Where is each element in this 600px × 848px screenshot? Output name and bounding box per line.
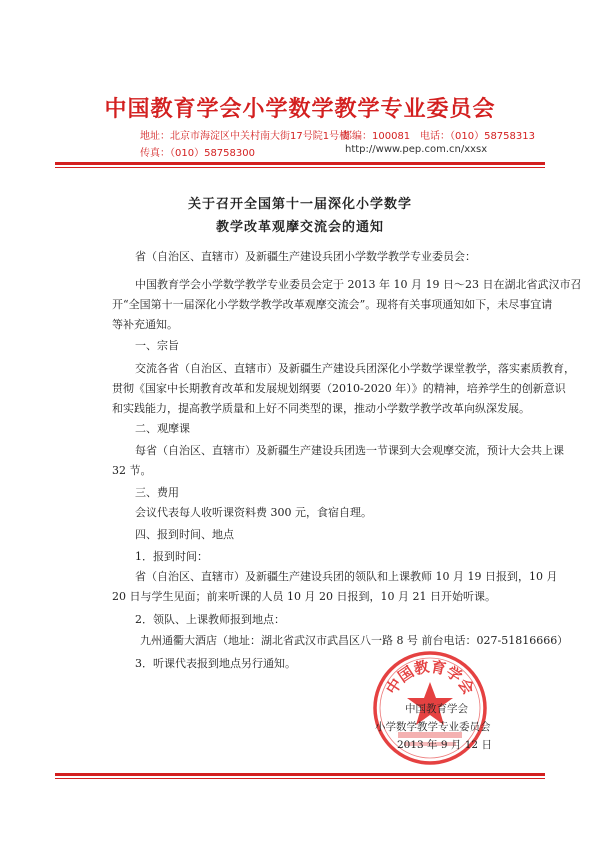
section-3-heading: 三、费用 — [135, 486, 179, 499]
letterhead-rule-thin — [55, 167, 545, 168]
section-1-heading: 一、宗旨 — [135, 339, 179, 352]
intro-line: 等补充通知。 — [112, 318, 178, 331]
signature-date: 2013 年 9 月 12 日 — [397, 739, 492, 751]
letterhead-rule-thick — [55, 162, 545, 165]
letterhead-postcode: 邮编：100081 — [342, 131, 411, 142]
section-1-line: 和实践能力，提高教学质量和上好不同类型的课，推动小学数学教学改革向纵深发展。 — [112, 402, 530, 415]
signature-org-line-1: 中国教育学会 — [405, 703, 468, 715]
signature-org-line-2: 小学数学教学专业委员会 — [375, 721, 491, 733]
letterhead-phone: 电话：（010）58758313 — [420, 131, 535, 142]
footer-rule-thick — [55, 773, 545, 776]
section-4-sub-1-line: 20 日与学生见面；前来听课的人员 10 月 20 日报到，10 月 21 日开始听课。 — [112, 590, 496, 603]
intro-line: 中国教育学会小学数学教学专业委员会定于 2013 年 10 月 19 日～23 日在湖北省武汉市召 — [135, 278, 582, 291]
section-4-sub-2-line: 九州通衢大酒店（地址：湖北省武汉市武昌区八一路 8 号 前台电话：027-51816666） — [140, 634, 569, 647]
salutation: 省（自治区、直辖市）及新疆生产建设兵团小学数学教学专业委员会： — [135, 250, 476, 263]
notice-title-line-1: 关于召开全国第十一届深化小学数学 — [187, 197, 412, 212]
section-4-sub-1-line: 省（自治区、直辖市）及新疆生产建设兵团的领队和上课教师 10 月 19 日报到，10 月 — [135, 570, 558, 583]
section-4-heading: 四、报到时间、地点 — [135, 528, 234, 541]
letterhead-fax: 传真：（010）58758300 — [140, 148, 255, 159]
letterhead-org-name: 中国教育学会小学数学教学专业委员会 — [104, 96, 496, 122]
letterhead-address: 地址：北京市海淀区中关村南大街17号院1号楼 — [140, 131, 350, 142]
section-2-line: 每省（自治区、直辖市）及新疆生产建设兵团选一节课到大会观摩交流，预计大会共上课 — [135, 444, 564, 457]
section-2-line: 32 节。 — [112, 464, 152, 477]
section-3-line: 会议代表每人收听课资料费 300 元，食宿自理。 — [135, 506, 372, 519]
section-1-line: 交流各省（自治区、直辖市）及新疆生产建设兵团深化小学数学课堂教学，落实素质教育， — [135, 362, 575, 375]
footer-rule-thin — [55, 778, 545, 779]
section-4-sub-1: 1．报到时间： — [135, 550, 208, 563]
notice-title-line-2: 教学改革观摩交流会的通知 — [215, 220, 384, 235]
letterhead-website: http://www.pep.com.cn/xxsx — [345, 144, 488, 155]
section-1-line: 贯彻《国家中长期教育改革和发展规划纲要（2010-2020 年）》的精神，培养学生的创新意识 — [112, 382, 566, 395]
section-2-heading: 二、观摩课 — [135, 422, 190, 435]
intro-line: 开“全国第十一届深化小学数学教学改革观摩交流会”。现将有关事项通知如下，未尽事宜请 — [112, 298, 553, 311]
section-4-sub-3: 3．听课代表报到地点另行通知。 — [135, 657, 296, 670]
seal-arc-text: 中国教育学会 — [382, 657, 478, 698]
section-4-sub-2: 2．领队、上课教师报到地点： — [135, 613, 285, 626]
